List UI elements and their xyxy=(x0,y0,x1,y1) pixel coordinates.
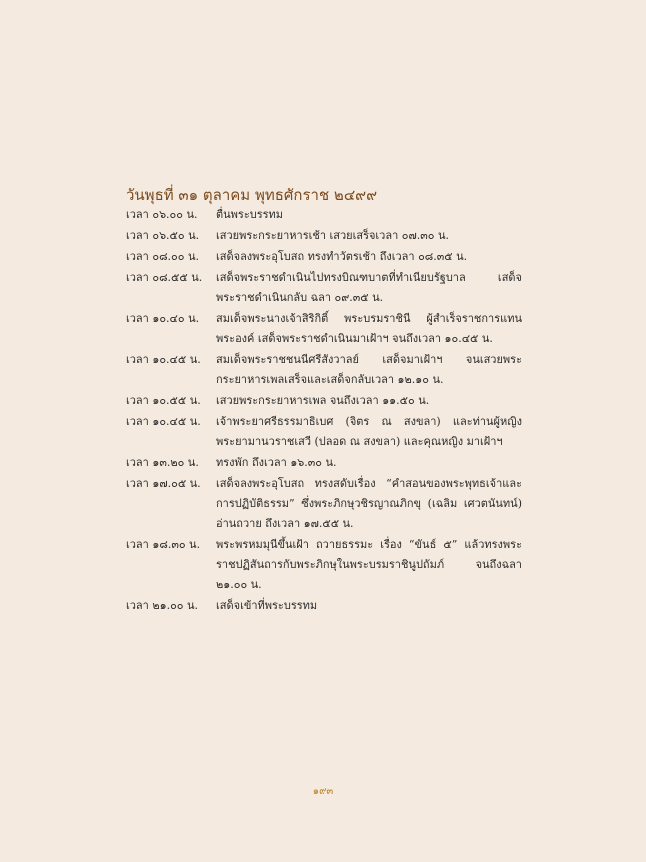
schedule-time: เวลา ๐๖.๐๐ น. xyxy=(126,208,198,221)
schedule-row xyxy=(126,596,522,616)
schedule-description: ตื่นพระบรรทม xyxy=(216,208,284,221)
schedule-time: เวลา ๐๘.๕๕ น. xyxy=(126,271,203,284)
schedule-row xyxy=(126,226,522,246)
schedule-time: เวลา ๐๖.๕๐ น. xyxy=(126,229,200,242)
schedule-description: เจ้าพระยาศรีธรรมาธิเบศ (จิตร ณ สงขลา) และท่านผู้หญิง พระยามานวราชเสวี (ปลอด ณ สงขลา) และคุณหญิง มาเฝ้าฯ xyxy=(216,415,522,448)
schedule-description: เสด็จเข้าที่พระบรรทม xyxy=(216,599,318,612)
schedule-time: เวลา ๑๐.๔๐ น. xyxy=(126,312,200,325)
schedule-row xyxy=(126,535,522,595)
schedule-description: เสวยพระกระยาหารเพล จนถึงเวลา ๑๑.๕๐ น. xyxy=(216,394,430,407)
schedule-row xyxy=(126,309,522,349)
schedule-description: พระพรหมมุนีขึ้นเฝ้า ถวายธรรมะ เรื่อง “ขันธ์ ๕” แล้วทรงพระราชปฏิสันถารกับพระภิกษุในพระบรมราชินูปถัมภ์ จนถึงฉลา ๒๑.๐๐ น. xyxy=(216,538,522,591)
schedule-row xyxy=(126,350,522,390)
schedule-description: เสด็จลงพระอุโบสถ ทรงสดับเรื่อง “คำสอนของพระพุทธเจ้าและการปฏิบัติธรรม” ซึ่งพระภิกษุวชิรญาณภิกขุ (เฉลิม เศวตนันทน์) อ่านถวาย ถึงเวลา ๑๗.๕๕ น. xyxy=(216,477,522,530)
schedule-description: เสด็จลงพระอุโบสถ ทรงทำวัตรเช้า ถึงเวลา ๐๘.๓๕ น. xyxy=(216,250,468,263)
schedule-description: สมเด็จพระนางเจ้าสิริกิติ์ พระบรมราชินี ผู้สำเร็จราชการแทนพระองค์ เสด็จพระราชดำเนินมาเฝ้าฯ จนถึงเวลา ๑๐.๔๕ น. xyxy=(216,312,522,345)
page-number: ๑๙๓ xyxy=(312,786,334,797)
schedule-row xyxy=(126,412,522,452)
schedule-row xyxy=(126,391,522,411)
schedule-row xyxy=(126,247,522,267)
schedule-description: สมเด็จพระราชชนนีศรีสังวาลย์ เสด็จมาเฝ้าฯ จนเสวยพระกระยาหารเพลเสร็จและเสด็จกลับเวลา ๑๒.๑๐ น. xyxy=(216,353,522,386)
schedule-time: เวลา ๑๓.๒๐ น. xyxy=(126,456,199,469)
schedule-time: เวลา ๒๑.๐๐ น. xyxy=(126,599,199,612)
page-heading: วันพุธที่ ๓๑ ตุลาคม พุทธศักราช ๒๔๙๙ xyxy=(126,186,378,204)
schedule-row xyxy=(126,205,522,225)
schedule-row xyxy=(126,268,522,308)
schedule-description: เสด็จพระราชดำเนินไปทรงบิณฑบาตที่ทำเนียบรัฐบาล เสด็จพระราชดำเนินกลับ ฉลา ๐๙.๓๕ น. xyxy=(216,271,522,304)
schedule-description: เสวยพระกระยาหารเช้า เสวยเสร็จเวลา ๐๗.๓๐ น. xyxy=(216,229,449,242)
schedule-description: ทรงพัก ถึงเวลา ๑๖.๓๐ น. xyxy=(216,456,337,469)
schedule-row xyxy=(126,453,522,473)
schedule-list xyxy=(126,205,522,617)
schedule-time: เวลา ๑๐.๔๕ น. xyxy=(126,415,201,428)
schedule-time: เวลา ๑๗.๐๕ น. xyxy=(126,477,201,490)
schedule-time: เวลา ๑๐.๔๕ น. xyxy=(126,353,201,366)
schedule-time: เวลา ๑๐.๕๕ น. xyxy=(126,394,201,407)
schedule-time: เวลา ๐๘.๐๐ น. xyxy=(126,250,199,263)
schedule-time: เวลา ๑๘.๓๐ น. xyxy=(126,538,201,551)
schedule-row xyxy=(126,474,522,534)
